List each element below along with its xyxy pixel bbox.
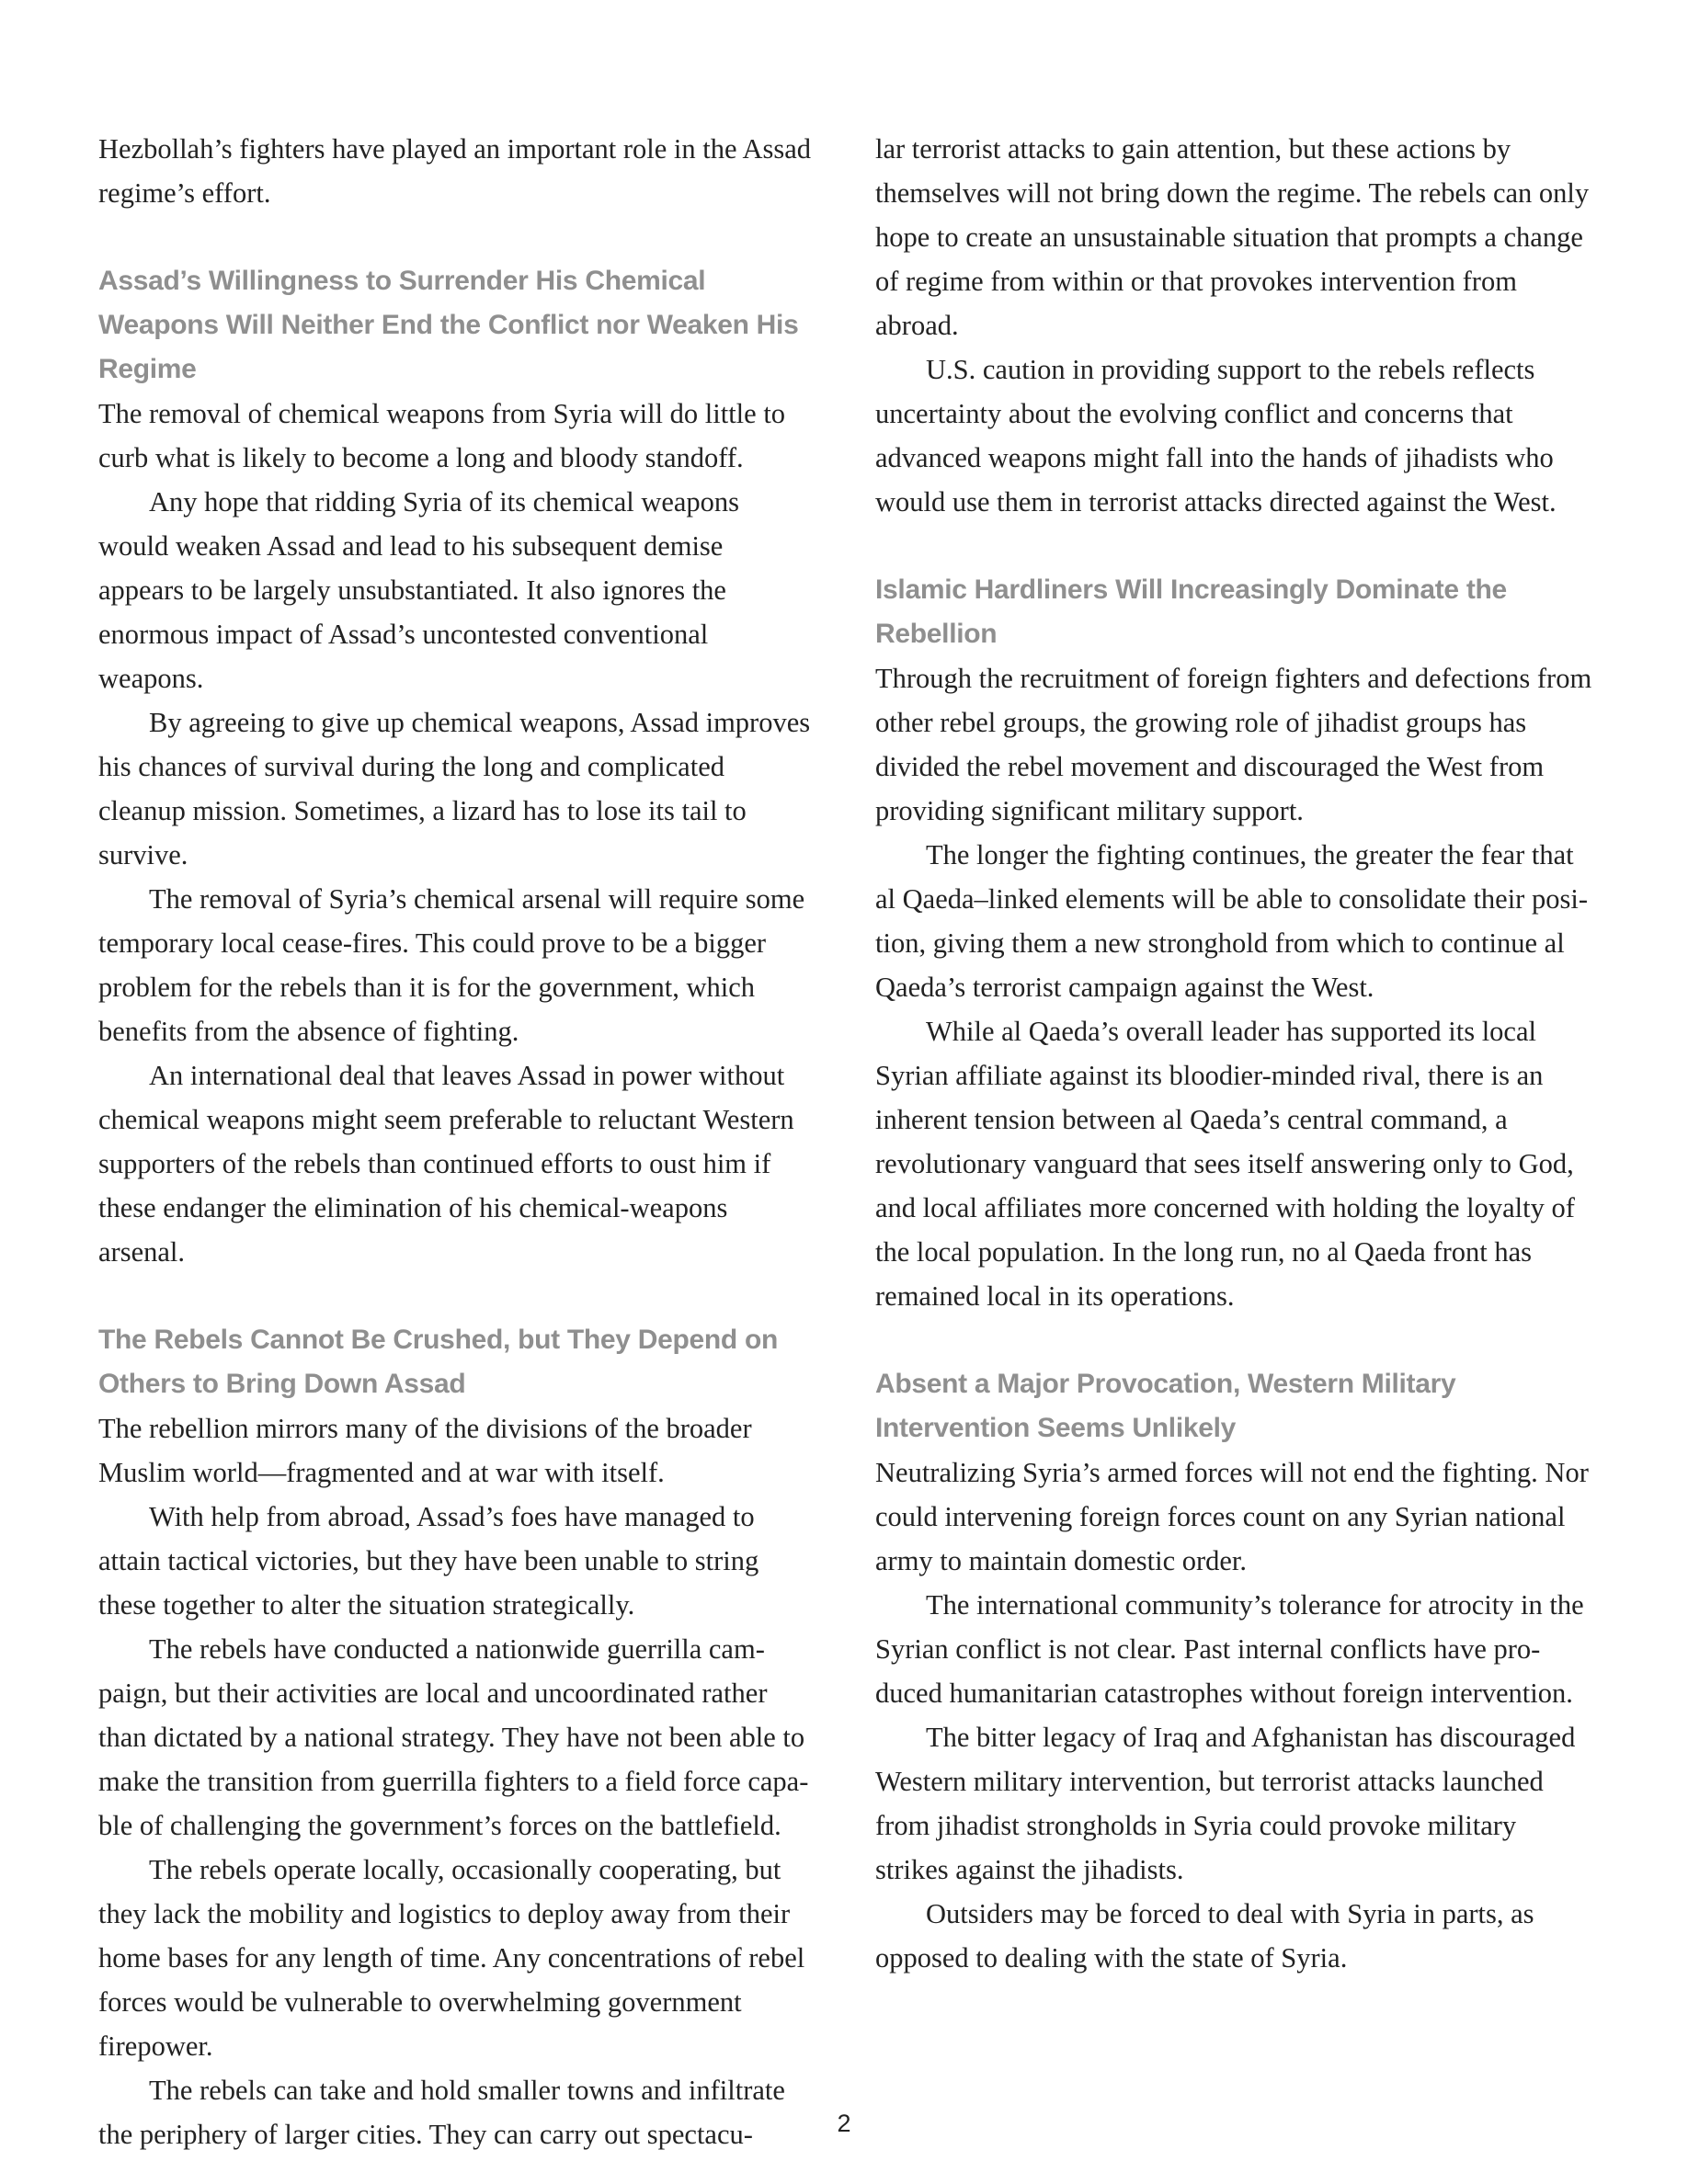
body-paragraph: While al Qaeda’s overall leader has supported its local Syrian affiliate against its bloodier-minded rival, there is an inherent tension between al Qaeda’s central command, a revolutionary vanguard that sees itself answering only to God, and local affiliates more concerned with holding the loyalty of the local population. In the long run, no al Qaeda front has remained local in its operations. bbox=[875, 1016, 1575, 1312]
page-number: 2 bbox=[837, 2110, 851, 2137]
body-paragraph: With help from abroad, Assad’s foes have managed to attain tactical victories, but they have been unable to string these together to alter the situation strategically. bbox=[98, 1501, 759, 1621]
body-paragraph: The rebellion mirrors many of the divisions of the broader Muslim world—fragmented and at war with itself. bbox=[98, 1413, 752, 1488]
body-paragraph: Outsiders may be forced to deal with Syria in parts, as opposed to dealing with the state of Syria. bbox=[875, 1898, 1534, 1974]
body-paragraph: An international deal that leaves Assad in power without chemical weapons might seem preferable to reluctant Western supporters of the rebels than continued efforts to oust him if these endanger the elimination of his chemical-weapons arsenal. bbox=[98, 1060, 794, 1268]
body-paragraph: The removal of chemical weapons from Syria will do little to curb what is likely to become a long and bloody standoff. bbox=[98, 398, 786, 473]
body-paragraph: The rebels operate locally, occasionally cooperating, but they lack the mobility and logistics to deploy away from their home bases for any length of time. Any concentrations of rebel forces would be vulnerable to overwhelming government firepower. bbox=[98, 1854, 805, 2062]
body-paragraph: lar terrorist attacks to gain attention, but these actions by themselves will not bring down the regime. The rebels can only hope to create an unsustainable situation that prompts a change of regime from within or that provokes intervention from abroad. bbox=[875, 133, 1590, 341]
body-paragraph: The rebels can take and hold smaller towns and infiltrate the periphery of larger cities. They can carry out spectacu- bbox=[98, 2075, 785, 2150]
body-paragraph: The longer the fighting continues, the greater the fear that al Qaeda–linked elements will be able to consolidate their position, giving them a new stronghold from which to continue al Qaeda’s terrorist campaign against the West. bbox=[875, 839, 1588, 1003]
right-column bbox=[875, 127, 1594, 1980]
section-heading: Assad’s Willingness to Surrender His Chemical Weapons Will Neither End the Conflict nor Weaken His Regime bbox=[98, 266, 799, 384]
body-paragraph: Any hope that ridding Syria of its chemical weapons would weaken Assad and lead to his subsequent demise appears to be largely unsubstantiated. It also ignores the enormous impact of Assad’s uncontested conventional weapons. bbox=[98, 486, 740, 694]
section-heading: Islamic Hardliners Will Increasingly Dominate the Rebellion bbox=[875, 574, 1507, 649]
body-paragraph: The removal of Syria’s chemical arsenal will require some temporary local cease-fires. This could prove to be a bigger problem for the rebels than it is for the government, which benefits from the absence of fighting. bbox=[98, 883, 805, 1047]
body-paragraph: By agreeing to give up chemical weapons, Assad improves his chances of survival during the long and complicated cleanup mission. Sometimes, a lizard has to lose its tail to survive. bbox=[98, 707, 811, 870]
left-column bbox=[98, 127, 815, 2156]
body-paragraph: Hezbollah’s fighters have played an important role in the Assad regime’s effort. bbox=[98, 133, 811, 209]
body-paragraph: The rebels have conducted a nationwide guerrilla campaign, but their activities are local and uncoordinated rather than dictated by a national strategy. They have not been able to make the transition from guerrilla fighters to a field force capable of challenging the government’s forces on the battlefield. bbox=[98, 1633, 809, 1841]
body-paragraph: Through the recruitment of foreign fighters and defections from other rebel groups, the growing role of jihadist groups has divided the rebel movement and discouraged the West from providing significant military support. bbox=[875, 663, 1592, 826]
body-paragraph: Neutralizing Syria’s armed forces will not end the fighting. Nor could intervening foreign forces count on any Syrian national army to maintain domestic order. bbox=[875, 1457, 1589, 1576]
body-paragraph: The international community’s tolerance for atrocity in the Syrian conflict is not clear. Past internal conflicts have produced humanitarian catastrophes without foreign intervention. bbox=[875, 1589, 1584, 1709]
section-heading: Absent a Major Provocation, Western Military Intervention Seems Unlikely bbox=[875, 1369, 1456, 1443]
body-paragraph: The bitter legacy of Iraq and Afghanistan has discouraged Western military intervention, but terrorist attacks launched from jihadist strongholds in Syria could provoke military strikes against the jihadists. bbox=[875, 1722, 1576, 1885]
body-paragraph: U.S. caution in providing support to the rebels reflects uncertainty about the evolving conflict and concerns that advanced weapons might fall into the hands of jihadists who would use them in terrorist attacks directed against the West. bbox=[875, 354, 1557, 518]
section-heading: The Rebels Cannot Be Crushed, but They Depend on Others to Bring Down Assad bbox=[98, 1325, 778, 1399]
